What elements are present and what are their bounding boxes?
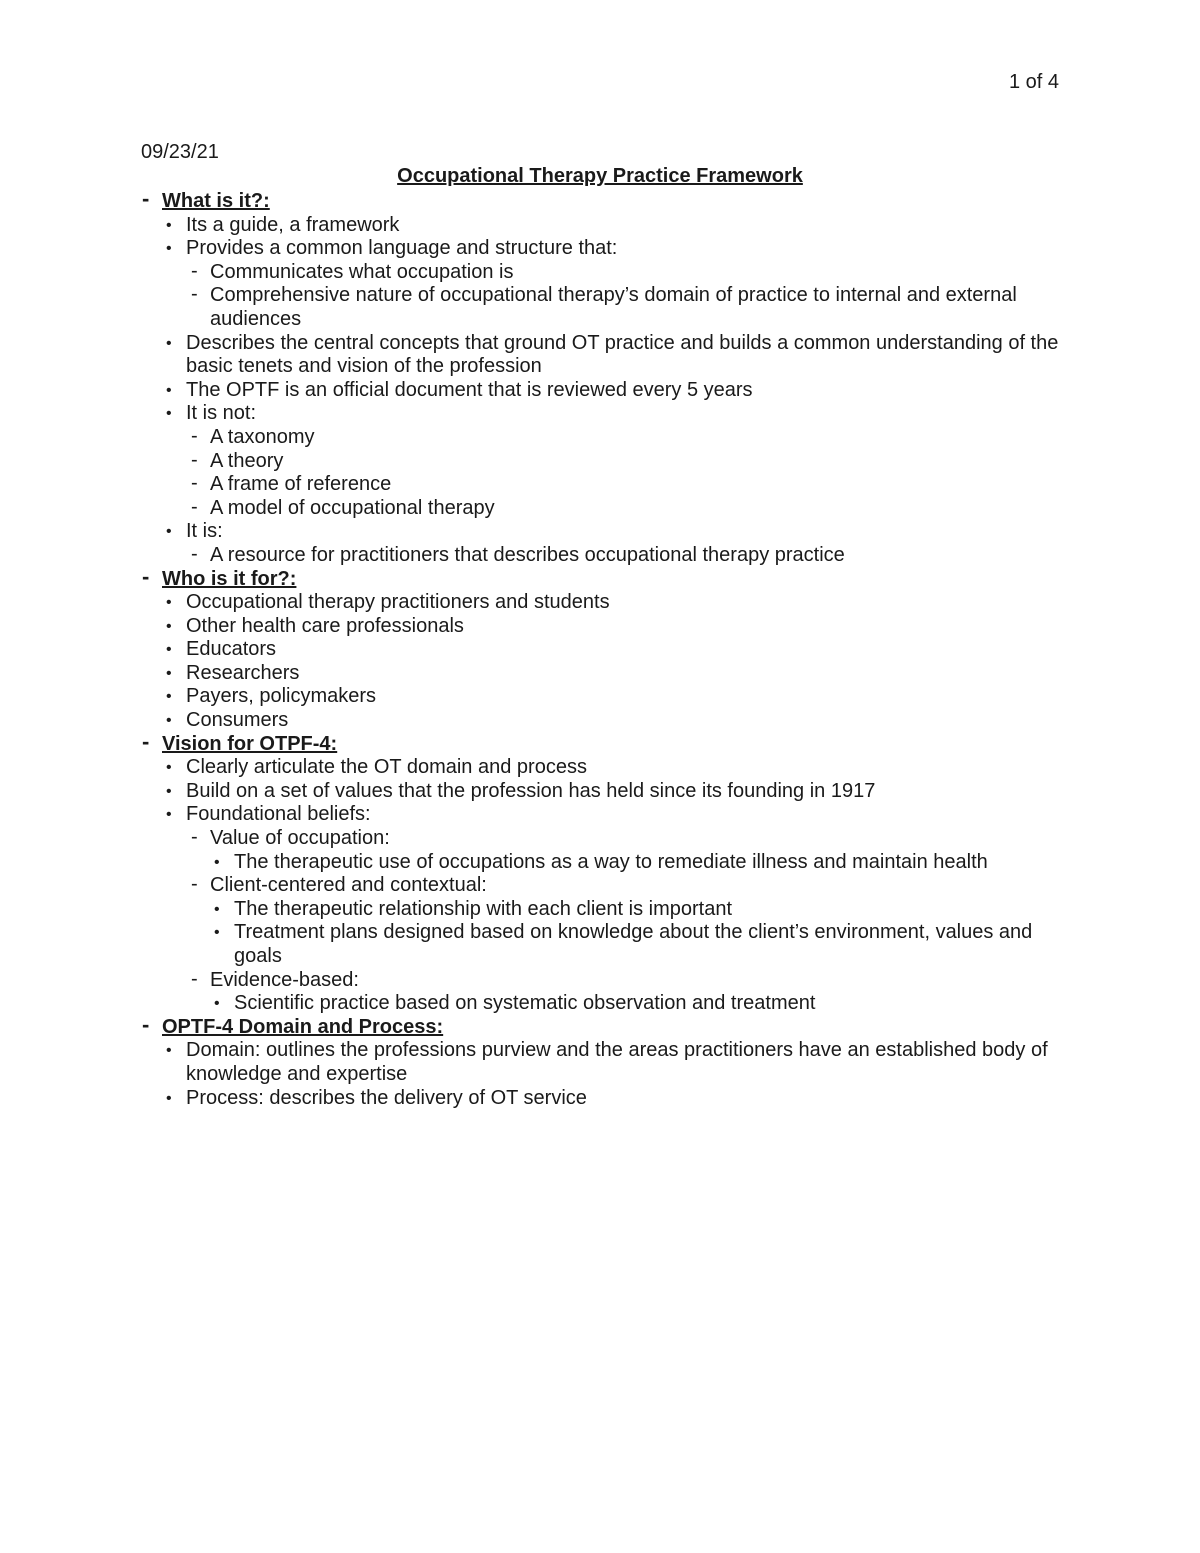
list-item-text: Treatment plans designed based on knowledge about the client’s environment, values and goals [234, 921, 1033, 967]
list-item-text: Communicates what occupation is [210, 260, 514, 283]
list-item-text: The OPTF is an official document that is reviewed every 5 years [186, 378, 753, 401]
list-item-text: A theory [210, 449, 284, 472]
list-item [162, 709, 1061, 733]
list-item-text: Foundational beliefs: [186, 803, 371, 826]
list-item [186, 544, 1061, 568]
list-item [162, 803, 1061, 1015]
list-item [186, 874, 1061, 968]
list-item-text: Other health care professionals [186, 614, 464, 637]
list-item-text: Its a guide, a framework [186, 213, 400, 236]
section [141, 190, 1061, 568]
list-item-text: A model of occupational therapy [210, 496, 495, 519]
list-item [162, 780, 1061, 804]
list-item-text: Build on a set of values that the profession has held since its founding in 1917 [186, 779, 876, 802]
list-item [210, 921, 1061, 968]
section [141, 733, 1061, 1016]
list-item [162, 685, 1061, 709]
list-item [210, 992, 1061, 1016]
notes-body [141, 190, 1061, 1110]
list-item [186, 969, 1061, 1016]
list-item-text: Describes the central concepts that ground OT practice and builds a common understanding of the basic tenets and vision of the profession [186, 331, 1059, 378]
list-item [162, 332, 1061, 379]
bullet-list-level-3 [186, 261, 1061, 332]
page-number: 1 of 4 [1008, 71, 1059, 93]
list-item-text: Researchers [186, 661, 300, 684]
list-item-text: Evidence-based: [210, 968, 359, 991]
list-item-text: Provides a common language and structure that: [186, 237, 618, 260]
list-item [162, 1039, 1061, 1086]
list-item [162, 520, 1061, 567]
list-item-text: Consumers [186, 709, 289, 732]
section [141, 568, 1061, 733]
list-item [186, 473, 1061, 497]
list-item-text: The therapeutic relationship with each client is important [234, 897, 733, 920]
list-item [210, 851, 1061, 875]
bullet-list-level-3 [186, 544, 1061, 568]
list-item [162, 214, 1061, 238]
list-item-text: Domain: outlines the professions purview and the areas practitioners have an established body of knowledge and expertise [186, 1039, 1048, 1085]
list-item [162, 662, 1061, 686]
bullet-list-level-2 [162, 214, 1061, 568]
section-heading: What is it?: [162, 190, 270, 212]
list-item [162, 1087, 1061, 1111]
list-item-text: A resource for practitioners that describes occupational therapy practice [210, 543, 845, 566]
section [141, 1016, 1061, 1110]
section-list [141, 190, 1061, 1110]
bullet-list-level-4 [210, 992, 1061, 1016]
bullet-list-level-3 [186, 827, 1061, 1016]
section-heading: Who is it for?: [162, 567, 297, 590]
list-item [186, 261, 1061, 285]
list-item [162, 402, 1061, 520]
list-item-text: The therapeutic use of occupations as a way to remediate illness and maintain health [234, 850, 988, 873]
bullet-list-level-2 [162, 591, 1061, 733]
list-item-text: It is not: [186, 402, 257, 425]
list-item-text: Clearly articulate the OT domain and process [186, 756, 587, 779]
list-item-text: Educators [186, 638, 277, 661]
list-item [162, 638, 1061, 662]
bullet-list-level-2 [162, 756, 1061, 1016]
list-item-text: A taxonomy [210, 425, 315, 448]
list-item [162, 756, 1061, 780]
list-item-text: Comprehensive nature of occupational therapy’s domain of practice to internal and external audiences [210, 284, 1017, 330]
list-item [162, 615, 1061, 639]
list-item [162, 591, 1061, 615]
section-heading: Vision for OTPF-4: [162, 732, 338, 755]
list-item-text: Value of occupation: [210, 827, 390, 850]
list-item-text: Scientific practice based on systematic observation and treatment [234, 992, 816, 1015]
bullet-list-level-4 [210, 898, 1061, 969]
bullet-list-level-4 [210, 851, 1061, 875]
list-item [210, 898, 1061, 922]
bullet-list-level-2 [162, 1039, 1061, 1110]
document-date: 09/23/21 [141, 141, 219, 163]
list-item-text: It is: [186, 520, 223, 543]
list-item [186, 497, 1061, 521]
list-item-text: Client-centered and contextual: [210, 874, 487, 897]
bullet-list-level-3 [186, 426, 1061, 520]
list-item [162, 237, 1061, 331]
list-item [186, 426, 1061, 450]
section-heading: OPTF-4 Domain and Process: [162, 1015, 444, 1038]
list-item [186, 284, 1061, 331]
document-title: Occupational Therapy Practice Framework [397, 165, 803, 187]
list-item-text: Payers, policymakers [186, 685, 377, 708]
list-item-text: Occupational therapy practitioners and students [186, 591, 610, 614]
list-item-text: A frame of reference [210, 473, 392, 496]
list-item [186, 827, 1061, 874]
list-item [162, 379, 1061, 403]
list-item-text: Process: describes the delivery of OT service [186, 1086, 587, 1109]
list-item [186, 450, 1061, 474]
